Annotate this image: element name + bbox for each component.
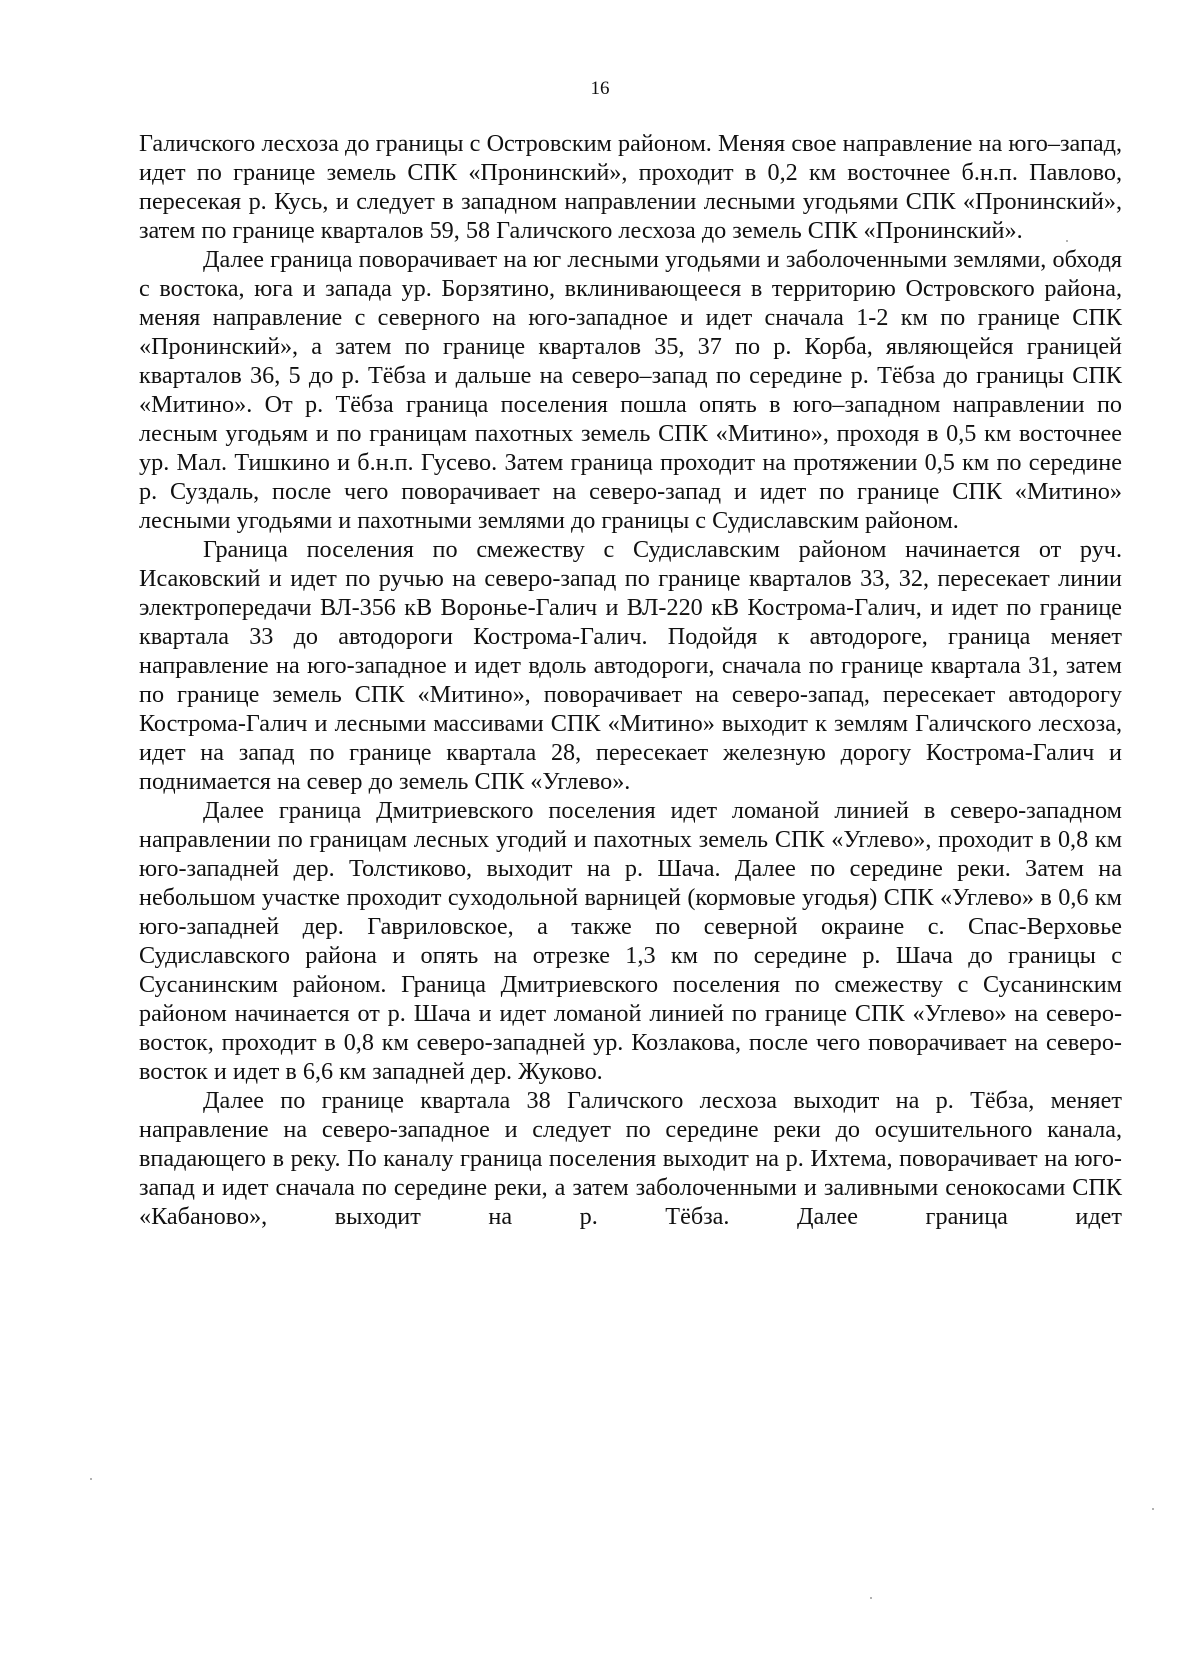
scan-speck [870, 1597, 872, 1599]
page-number: 16 [590, 78, 610, 99]
paragraph: Граница поселения по смежеству с Судиславским районом начинается от руч. Исаковский и идет по ручью на северо-запад по границе кварталов 33, 32, пересекает линии электропередачи ВЛ-356 кВ Воронье-Галич и ВЛ-220 кВ Кострома-Галич, и идет по границе квартала 33 до автодороги Кострома-Галич. Подойдя к автодороге, граница меняет направление на юго-западное и идет вдоль автодороги, сначала по границе квартала 31, затем по границе земель СПК «Митино», поворачивает на северо-запад, пересекает автодорогу Кострома-Галич и лесными массивами СПК «Митино» выходит к землям Галичского лесхоза, идет на запад по границе квартала 28, пересекает железную дорогу Кострома-Галич и поднимается на север до земель СПК «Углево». [139, 536, 1122, 795]
scan-speck [1066, 240, 1068, 242]
scan-speck [1152, 1508, 1154, 1510]
paragraph: Далее граница Дмитриевского поселения идет ломаной линией в северо-западном направлении по границам лесных угодий и пахотных земель СПК «Углево», проходит в 0,8 км юго-западней дер. Толстиково, выходит на р. Шача. Далее по середине реки. Затем на небольшом участке проходит суходольной варницей (кормовые угодья) СПК «Углево» в 0,6 км юго-западней дер. Гавриловское, а также по северной окраине с. Спас-Верховье Судиславского района и опять на отрезке 1,3 км по середине р. Шача до границы с Сусанинским районом. Граница Дмитриевского поселения по смежеству с Сусанинским районом начинается от р. Шача и идет ломаной линией по границе СПК «Углево» на северо-восток, проходит в 0,8 км северо-западней ур. Козлакова, после чего поворачивает на северо-восток и идет в 6,6 км западней дер. Жуково. [139, 797, 1122, 1085]
paragraph: Галичского лесхоза до границы с Островским районом. Меняя свое направление на юго–запад, идет по границе земель СПК «Пронинский», проходит в 0,2 км восточнее б.н.п. Павлово, пересекая р. Кусь, и следует в западном направлении лесными угодьями СПК «Пронинский», затем по границе кварталов 59, 58 Галичского лесхоза до земель СПК «Пронинский». [139, 130, 1122, 244]
paragraph: Далее по границе квартала 38 Галичского лесхоза выходит на р. Тёбза, меняет направление на северо-западное и следует по середине реки до осушительного канала, впадающего в реку. По каналу граница поселения выходит на р. Ихтема, поворачивает на юго-запад и идет сначала по середине реки, а затем заболоченными и заливными сенокосами СПК «Кабаново», выходит на р. Тёбза. Далее граница идет [139, 1087, 1122, 1230]
paragraph: Далее граница поворачивает на юг лесными угодьями и заболоченными землями, обходя с востока, юга и запада ур. Борзятино, вклинивающееся в территорию Островского района, меняя направление с северного на юго-западное и идет сначала 1-2 км по границе СПК «Пронинский», а затем по границе кварталов 35, 37 по р. Корба, являющейся границей кварталов 36, 5 до р. Тёбза и дальше на северо–запад по середине р. Тёбза до границы СПК «Митино». От р. Тёбза граница поселения пошла опять в юго–западном направлении по лесным угодьям и по границам пахотных земель СПК «Митино», проходя в 0,5 км восточнее ур. Мал. Тишкино и б.н.п. Гусево. Затем граница проходит на протяжении 0,5 км по середине р. Суздаль, после чего поворачивает на северо-запад и идет по границе СПК «Митино» лесными угодьями и пахотными землями до границы с Судиславским районом. [139, 246, 1122, 534]
document-body [139, 129, 1122, 1231]
scan-speck [90, 1478, 92, 1480]
